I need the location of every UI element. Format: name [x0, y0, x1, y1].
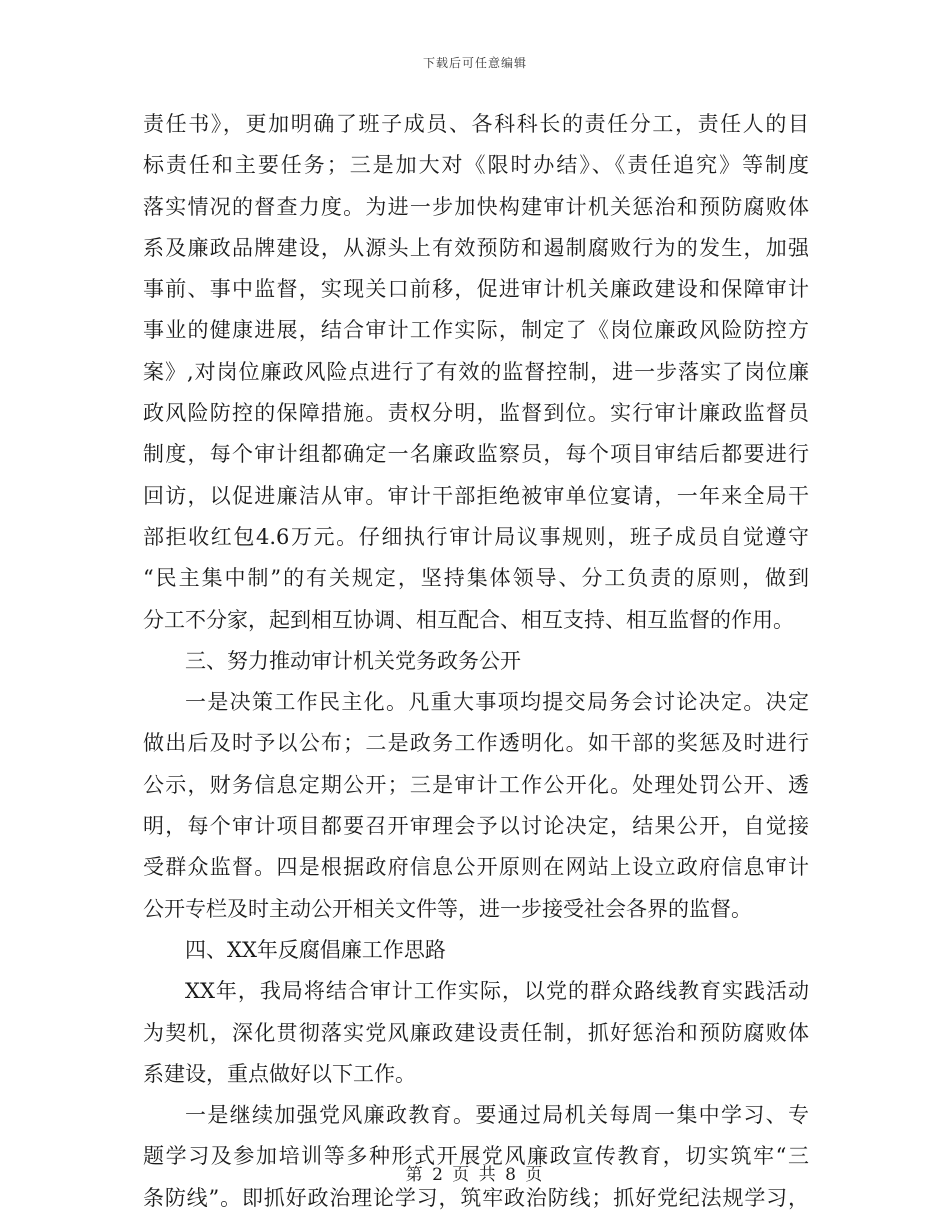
text-line: 条防线”。即抓好政治理论学习，筑牢政治防线；抓好党纪法规学习，	[143, 1185, 809, 1210]
text-line: 受群众监督。四是根据政府信息公开原则在网站上设立政府信息审计	[143, 855, 809, 880]
text-line: 制度，每个审计组都确定一名廉政监察员，每个项目审结后都要进行	[143, 442, 809, 467]
text-line: 责任书》，更加明确了班子成员、各科科长的责任分工，责任人的目	[143, 112, 809, 136]
text-line: 政风险防控的保障措施。责权分明，监督到位。实行审计廉政监督员	[143, 401, 809, 426]
text-line: 回访，以促进廉洁从审。审计干部拒绝被审单位宴请，一年来全局干	[143, 483, 809, 508]
text-line: “民主集中制”的有关规定，坚持集体领导、分工负责的原则，做到	[143, 566, 809, 591]
text-line: 公示，财务信息定期公开；三是审计工作公开化。处理处罚公开、透	[143, 772, 809, 797]
text-line: 案》,对岗位廉政风险点进行了有效的监督控制，进一步落实了岗位廉	[143, 359, 809, 384]
text-line: 分工不分家，起到相互协调、相互配合、相互支持、相互监督的作用。	[143, 607, 794, 632]
text-line: 一是继续加强党风廉政教育。要通过局机关每周一集中学习、专	[185, 1103, 809, 1128]
text-line: 明，每个审计项目都要召开审理会予以讨论决定，结果公开，自觉接	[143, 814, 809, 839]
page-header: 下载后可任意编辑	[422, 56, 527, 70]
text-line: 一是决策工作民主化。凡重大事项均提交局务会讨论决定。决定	[185, 690, 809, 715]
text-line: 三、努力推动审计机关党务政务公开	[185, 648, 521, 673]
text-line: 为契机，深化贯彻落实党风廉政建设责任制，抓好惩治和预防腐败体	[143, 1020, 809, 1045]
text-line: 标责任和主要任务；三是加大对《限时办结》、《责任追究》等制度	[143, 153, 809, 178]
text-line: 题学习及参加培训等多种形式开展党风廉政宣传教育，切实筑牢“三	[143, 1144, 809, 1169]
text-line: 公开专栏及时主动公开相关文件等，进一步接受社会各界的监督。	[143, 896, 752, 921]
document-body	[143, 104, 809, 1219]
text-line: 部拒收红包4.6万元。仔细执行审计局议事规则，班子成员自觉遵守	[143, 524, 809, 549]
text-line: 事前、事中监督，实现关口前移，促进审计机关廉政建设和保障审计	[143, 277, 809, 302]
text-line: 事业的健康进展，结合审计工作实际，制定了《岗位廉政风险防控方	[143, 318, 809, 343]
text-line: 做出后及时予以公布；二是政务工作透明化。如干部的奖惩及时进行	[143, 731, 809, 756]
text-line: 四、XX年反腐倡廉工作思路	[185, 937, 446, 962]
text-line: 系及廉政品牌建设，从源头上有效预防和遏制腐败行为的发生，加强	[143, 235, 809, 260]
page-number-footer: 第 2 页 共 8 页	[405, 1165, 545, 1185]
text-line: 落实情况的督查力度。为进一步加快构建审计机关惩治和预防腐败体	[143, 194, 809, 219]
text-line: 系建设，重点做好以下工作。	[143, 1061, 416, 1086]
text-line: XX年，我局将结合审计工作实际，以党的群众路线教育实践活动	[185, 979, 809, 1004]
